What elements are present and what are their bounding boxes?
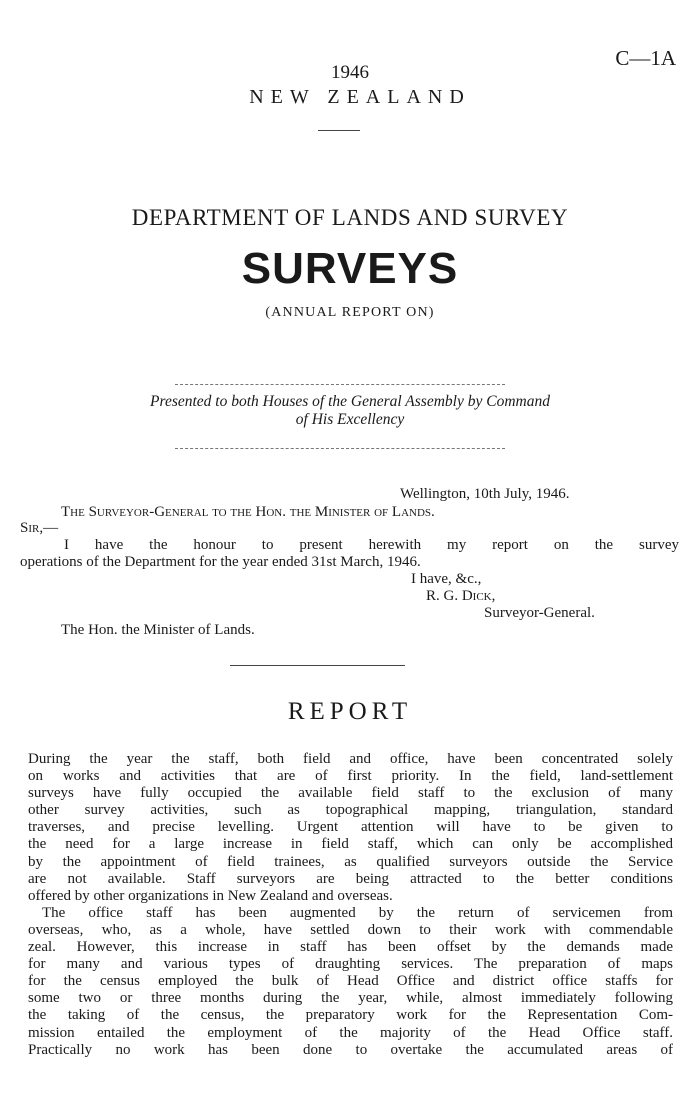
letter-date: Wellington, 10th July, 1946. [400, 486, 570, 502]
document-reference: C—1A [615, 46, 676, 70]
department-heading: DEPARTMENT OF LANDS AND SURVEY [131, 205, 569, 230]
document-year: 1946 [331, 62, 369, 83]
report-line: mission entailed the employment of the majority of the Head Office staff. [28, 1024, 673, 1041]
report-line: other survey activities, such as topographical mapping, triangulation, standard [28, 802, 673, 819]
presentation-line-2: of His Excellency [295, 411, 405, 428]
letter-addressee: The Hon. the Minister of Lands. [61, 622, 255, 638]
letter-body-line-2: operations of the Department for the year ended 31st March, 1946. [20, 554, 421, 570]
presented-top-divider [175, 384, 505, 385]
report-line: zeal. However, this increase in staff has been offset by the demands made [28, 939, 673, 956]
report-line: the taking of the census, the preparatory work for the Representation Com- [28, 1007, 673, 1024]
letter-salutation: Sir,— [20, 520, 59, 536]
report-line: overseas, who, as a whole, have settled down to their work with commendable [28, 921, 673, 938]
report-line: for the census employed the bulk of Head Office and district office staffs for [28, 973, 673, 990]
report-line: for many and various types of draughting services. The preparation of maps [28, 956, 673, 973]
report-line: surveys have fully occupied the available field staff to the exclusion of many [28, 785, 673, 802]
letter-signatory: R. G. Dick, [426, 588, 496, 604]
letter-from-to: The Surveyor-General to the Hon. the Minister of Lands. [61, 504, 435, 520]
report-subtitle: (ANNUAL REPORT ON) [265, 305, 435, 320]
report-line: During the year the staff, both field and office, have been concentrated solely [28, 751, 673, 767]
report-line: some two or three months during the year, while, almost immediately following [28, 990, 673, 1007]
report-line: offered by other organizations in New Zealand and overseas. [28, 887, 393, 904]
presented-bottom-divider [175, 448, 505, 449]
report-line: are not available. Staff surveyors are being attracted to the better conditions [28, 870, 673, 887]
report-line: traverses, and precise levelling. Urgent attention will have to be given to [28, 819, 673, 836]
report-divider [230, 665, 405, 666]
report-line: by the appointment of field trainees, as qualified surveyors outside the Service [28, 853, 673, 870]
report-body [28, 751, 673, 1059]
report-line: The office staff has been augmented by the return of servicemen from [42, 904, 673, 921]
report-line: the need for a large increase in field staff, which can only be accomplished [28, 836, 673, 853]
letter-signatory-title: Surveyor-General. [484, 605, 595, 621]
presentation-note [0, 393, 700, 429]
report-heading: REPORT [287, 698, 413, 725]
letter-closing: I have, &c., [411, 571, 482, 587]
header-divider [318, 130, 360, 131]
country-heading: NEW ZEALAND [249, 86, 471, 108]
report-title: SURVEYS [241, 244, 459, 293]
report-line: on works and activities that are of first priority. In the field, land-settlement [28, 768, 673, 785]
letter-body-line-1: I have the honour to present herewith my report on the survey [64, 537, 679, 553]
presentation-line-1: Presented to both Houses of the General Assembly by Command [150, 393, 550, 410]
report-line: Practically no work has been done to overtake the accumulated areas of [28, 1041, 673, 1058]
